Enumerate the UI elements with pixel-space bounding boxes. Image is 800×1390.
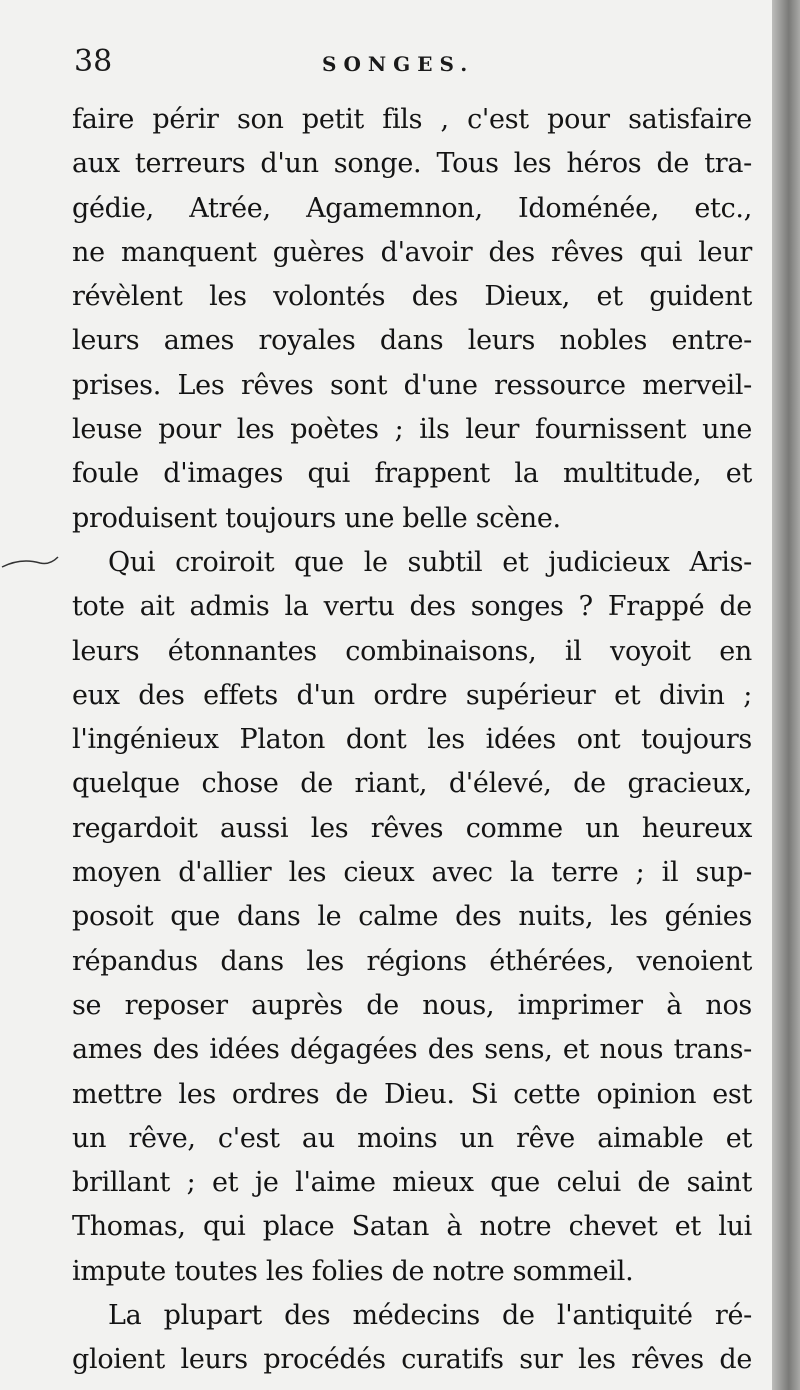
text-line: l'ingénieux Platon dont les idées ont toujours: [72, 724, 752, 756]
text-line: Thomas, qui place Satan à notre chevet et lui: [72, 1211, 752, 1243]
text-line: quelque chose de riant, d'élevé, de gracieux,: [72, 768, 752, 800]
text-line: gloient leurs procédés curatifs sur les rêves de: [72, 1344, 752, 1376]
text-line: brillant ; et je l'aime mieux que celui de saint: [72, 1167, 752, 1199]
text-line: leuse pour les poètes ; ils leur fournissent une: [72, 414, 752, 446]
text-line: mettre les ordres de Dieu. Si cette opinion est: [72, 1078, 752, 1110]
page-number: 38: [74, 44, 113, 79]
text-line: regardoit aussi les rêves comme un heureux: [72, 812, 752, 844]
text-line: produisent toujours une belle scène.: [72, 502, 561, 534]
text-line: gédie, Atrée, Agamemnon, Idoménée, etc.,: [72, 192, 752, 224]
text-line: un rêve, c'est au moins un rêve aimable et: [72, 1122, 752, 1154]
paragraph-start-line: Qui croiroit que le subtil et judicieux Aris-: [108, 546, 752, 578]
text-line: faire périr son petit fils , c'est pour satisfaire: [72, 104, 752, 135]
text-line: répandus dans les régions éthérées, venoient: [72, 945, 752, 977]
text-line: posoit que dans le calme des nuits, les génies: [72, 901, 752, 933]
text-line: eux des effets d'un ordre supérieur et divin ;: [72, 679, 752, 711]
text-line: tote ait admis la vertu des songes ? Frappé de: [72, 591, 752, 623]
text-line: ne manquent guères d'avoir des rêves qui leur: [72, 236, 752, 268]
running-head: SONGES.: [322, 52, 475, 76]
body-text: [72, 98, 752, 1383]
margin-pencil-mark: [0, 553, 60, 573]
paragraph-start-line: La plupart des médecins de l'antiquité ré-: [108, 1300, 752, 1332]
text-line: impute toutes les folies de notre sommeil.: [72, 1255, 634, 1287]
text-line: leurs ames royales dans leurs nobles entre-: [72, 325, 752, 357]
text-line: révèlent les volontés des Dieux, et guident: [72, 281, 752, 313]
text-line: aux terreurs d'un songe. Tous les héros de tra-: [72, 148, 752, 180]
text-line: leurs étonnantes combinaisons, il voyoit en: [72, 635, 752, 667]
text-line: foule d'images qui frappent la multitude, et: [72, 458, 752, 490]
text-line: se reposer auprès de nous, imprimer à nos: [72, 989, 752, 1021]
page-header: [72, 44, 762, 94]
text-line: moyen d'allier les cieux avec la terre ; il sup-: [72, 857, 752, 889]
page-edge: [772, 0, 800, 1390]
text-line: prises. Les rêves sont d'une ressource merveil-: [72, 369, 752, 401]
text-line: ames des idées dégagées des sens, et nous trans-: [72, 1034, 752, 1066]
